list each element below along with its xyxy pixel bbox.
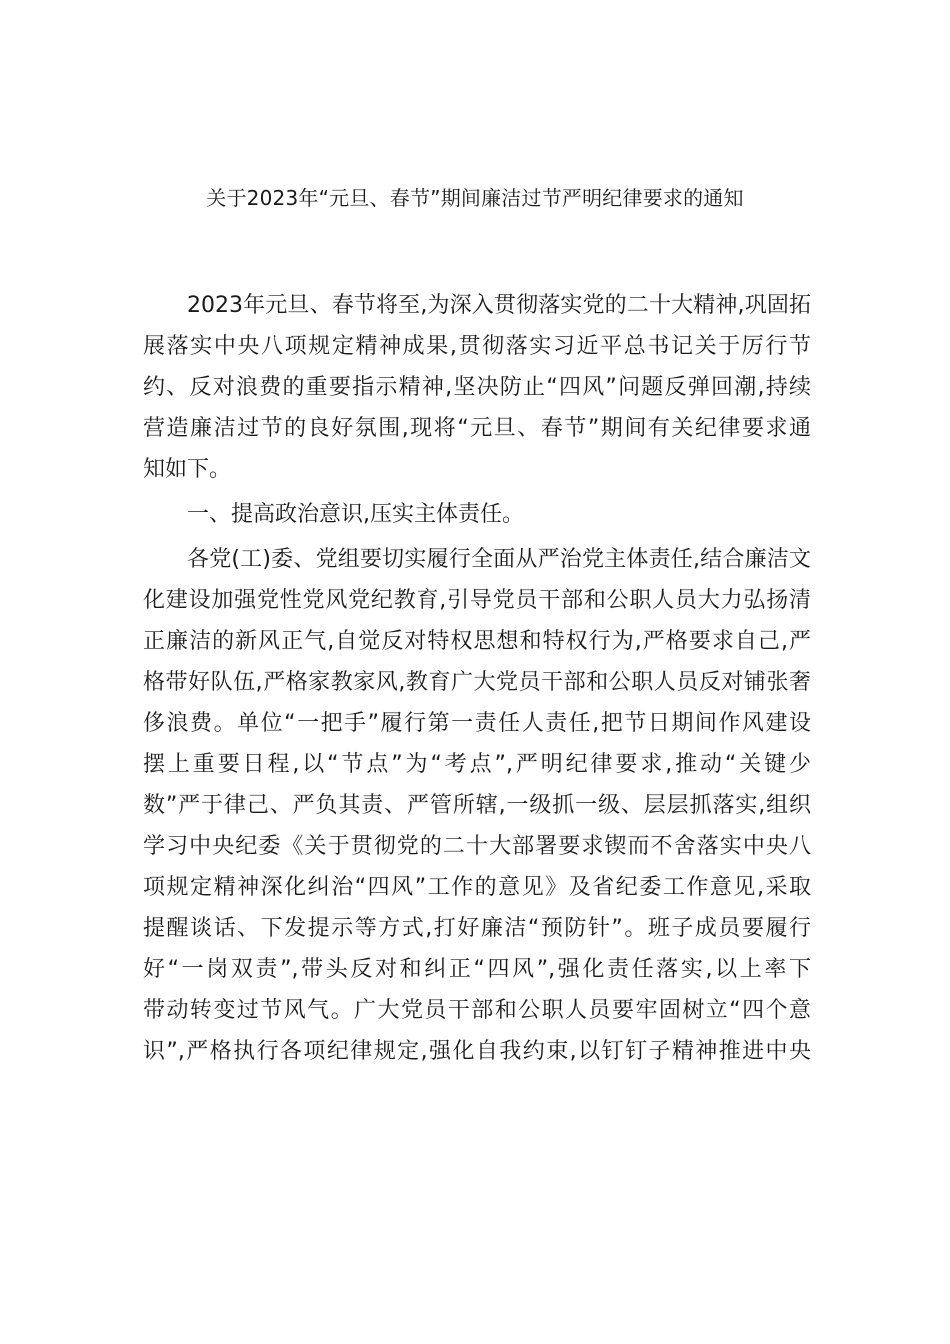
document-body	[143, 285, 811, 1072]
paragraph-line: 侈浪费。单位“一把手”履行第一责任人责任,把节日期间作风建设	[143, 711, 811, 736]
paragraph-line: 营造廉洁过节的良好氛围,现将“元旦、春节”期间有关纪律要求通	[143, 416, 811, 441]
paragraph-line: 2023年元旦、春节将至,为深入贯彻落实党的二十大精神,巩固拓	[187, 293, 811, 318]
paragraph-line: 各党(工)委、党组要切实履行全面从严治党主体责任,结合廉洁文	[187, 547, 811, 572]
paragraph-line: 知如下。	[143, 457, 232, 482]
paragraph-line: 数”严于律己、严负其责、严管所辖,一级抓一级、层层抓落实,组织	[143, 793, 811, 818]
paragraph-line: 展落实中央八项规定精神成果,贯彻落实习近平总书记关于厉行节	[143, 334, 811, 359]
paragraph-line: 项规定精神深化纠治“四风”工作的意见》及省纪委工作意见,采取	[143, 875, 811, 900]
paragraph-line: 格带好队伍,严格家教家风,教育广大党员干部和公职人员反对铺张奢	[143, 670, 811, 695]
paragraph-section-1	[143, 539, 811, 1072]
paragraph-line: 学习中央纪委《关于贯彻党的二十大部署要求锲而不舍落实中央八	[143, 834, 811, 859]
paragraph-line: 好“一岗双责”,带头反对和纠正“四风”,强化责任落实,以上率下	[143, 957, 811, 982]
paragraph-line: 带动转变过节风气。广大党员干部和公职人员要牢固树立“四个意	[143, 998, 811, 1023]
paragraph-line: 化建设加强党性党风党纪教育,引导党员干部和公职人员大力弘扬清	[143, 588, 811, 613]
paragraph-line: 识”,严格执行各项纪律规定,强化自我约束,以钉钉子精神推进中央	[143, 1039, 811, 1064]
paragraph-line: 正廉洁的新风正气,自觉反对特权思想和特权行为,严格要求自己,严	[143, 629, 811, 654]
paragraph-intro	[143, 285, 811, 490]
paragraph-line: 约、反对浪费的重要指示精神,坚决防止“四风”问题反弹回潮,持续	[143, 375, 811, 400]
paragraph-line: 提醒谈话、下发提示等方式,打好廉洁“预防针”。班子成员要履行	[143, 916, 811, 941]
document-title: 关于2023年“元旦、春节”期间廉洁过节严明纪律要求的通知	[206, 186, 744, 210]
paragraph-line: 摆上重要日程,以“节点”为“考点”,严明纪律要求,推动“关键少	[143, 752, 811, 777]
section-heading-1	[143, 494, 811, 535]
section-heading-text: 一、提高政治意识,压实主体责任。	[187, 502, 524, 527]
